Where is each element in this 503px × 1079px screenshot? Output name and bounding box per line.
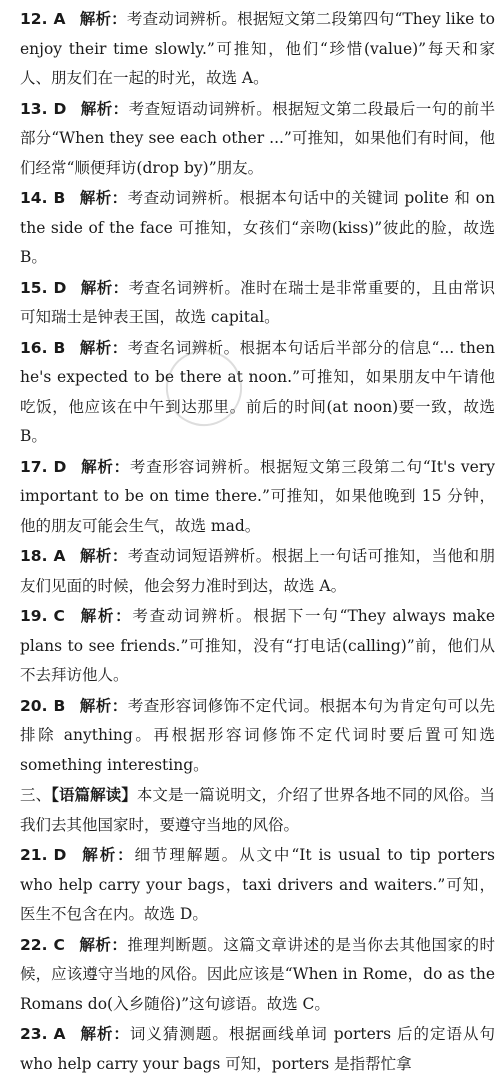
- answer-entry-14: [20, 183, 495, 273]
- answer-entry-15: [20, 273, 495, 333]
- analysis-text: 考查形容词辨析。根据短文第三段第二句“It's very important to be on time there.”可推知，如果他晚到 15 分钟，他的朋友可能会生气，故选 mad。: [20, 457, 495, 535]
- answer-letter: B: [53, 338, 66, 357]
- answer-entry-13: [20, 94, 495, 184]
- section-reading-intro: [20, 780, 495, 840]
- answer-entry-17: [20, 452, 495, 542]
- analysis-text: 推理判断题。这篇文章讲述的是当你去其他国家的时候，应该遵守当地的风俗。因此应该是“When in Rome，do as the Romans do(入乡随俗)”这句谚语。故选 C。: [20, 935, 495, 1013]
- analysis-tag: 解析：: [80, 277, 129, 297]
- answer-letter: D: [53, 457, 67, 476]
- answer-entry-21: [20, 840, 495, 930]
- answer-letter: A: [53, 547, 66, 565]
- analysis-text: 细节理解题。从文中“It is usual to tip porters who help carry your bags，taxi drivers and waiters.”可知，医生不包含在内。故选 D。: [20, 846, 495, 923]
- analysis-tag: 解析：: [79, 9, 127, 28]
- answer-letter: A: [53, 10, 66, 28]
- question-number: 14.: [20, 189, 48, 207]
- question-number: 15.: [20, 278, 48, 297]
- analysis-tag: 解析：: [80, 98, 129, 118]
- answer-entry-20: [20, 691, 495, 781]
- analysis-tag: 解析：: [79, 188, 128, 207]
- analysis-text: 考查形容词修饰不定代词。根据本句为肯定句可以先排除 anything。再根据形容词修饰不定代词时要后置可知选 something interesting。: [20, 696, 495, 774]
- analysis-tag: 解析：: [79, 546, 128, 565]
- analysis-text: 考查名词辨析。根据本句话后半部分的信息“... then he's expected to be there at noon.”可推知，如果朋友中午请他吃饭，他应该在中午到达那里。前后的时间(at noon)要一致，故选 B。: [20, 338, 495, 445]
- question-number: 19.: [20, 607, 48, 625]
- answer-letter: D: [53, 278, 67, 297]
- answer-entry-19: [20, 601, 495, 691]
- analysis-text: 考查名词辨析。准时在瑞士是非常重要的，且由常识可知瑞士是钟表王国，故选 capital。: [20, 278, 495, 326]
- section-title: 【语篇解读】: [51, 785, 137, 804]
- section-prefix: 三、: [20, 786, 52, 804]
- question-number: 18.: [20, 547, 48, 565]
- question-number: 23.: [20, 1025, 48, 1043]
- analysis-tag: 解析：: [78, 606, 133, 625]
- answer-letter: A: [53, 1025, 66, 1043]
- answer-letter: C: [53, 935, 65, 954]
- question-number: 21.: [20, 846, 48, 864]
- analysis-tag: 解析：: [79, 337, 128, 357]
- analysis-tag: 解析：: [79, 1024, 130, 1043]
- answer-entry-16: [20, 333, 495, 452]
- analysis-tag: 解析：: [80, 845, 135, 864]
- analysis-text: 考查动词辨析。根据短文第二段第四句“They like to enjoy their time slowly.”可推知，他们“珍惜(value)”每天和家人、朋友们在一起的时光，故选 A。: [20, 10, 495, 87]
- analysis-text: 考查短语动词辨析。根据短文第二段最后一句的前半部分“When they see each other ...”可推知，如果他们有时间，他们经常“顺便拜访(drop by)”朋友。: [20, 99, 495, 177]
- analysis-text: 考查动词辨析。根据本句话中的关键词 polite 和 on the side of the face 可推知，女孩们“亲吻(kiss)”彼此的脸，故选 B。: [20, 189, 495, 266]
- answer-entry-22: [20, 930, 495, 1020]
- question-number: 12.: [20, 10, 48, 28]
- answer-letter: D: [53, 846, 67, 864]
- question-number: 22.: [20, 935, 48, 954]
- question-number: 17.: [20, 457, 48, 476]
- answer-letter: C: [53, 607, 65, 625]
- answer-entry-18: [20, 541, 495, 601]
- question-number: 20.: [20, 696, 48, 715]
- answer-entry-12: [20, 4, 495, 94]
- answer-letter: B: [53, 189, 66, 207]
- question-number: 13.: [20, 99, 48, 118]
- answer-letter: B: [53, 696, 66, 715]
- answer-entry-23: [20, 1019, 495, 1079]
- analysis-tag: 解析：: [79, 695, 128, 715]
- analysis-tag: 解析：: [80, 456, 130, 476]
- analysis-text: 词义猜测题。根据画线单词 porters 后的定语从句 who help carry your bags 可知，porters 是指帮忙拿: [20, 1025, 495, 1073]
- entries-group-1: [20, 4, 495, 780]
- analysis-text: 考查动词短语辨析。根据上一句话可推知，当他和朋友们见面的时候，他会努力准时到达，故选 A。: [20, 547, 495, 595]
- entries-group-2: [20, 840, 495, 1079]
- section-text: 本文是一篇说明文，介绍了世界各地不同的风俗。当我们去其他国家时，要遵守当地的风俗。: [20, 786, 495, 834]
- analysis-text: 考查动词辨析。根据下一句“They always make plans to see friends.”可推知，没有“打电话(calling)”前，他们从不去拜访他人。: [20, 607, 495, 684]
- question-number: 16.: [20, 338, 48, 357]
- answer-letter: D: [53, 99, 67, 118]
- analysis-tag: 解析：: [78, 934, 128, 954]
